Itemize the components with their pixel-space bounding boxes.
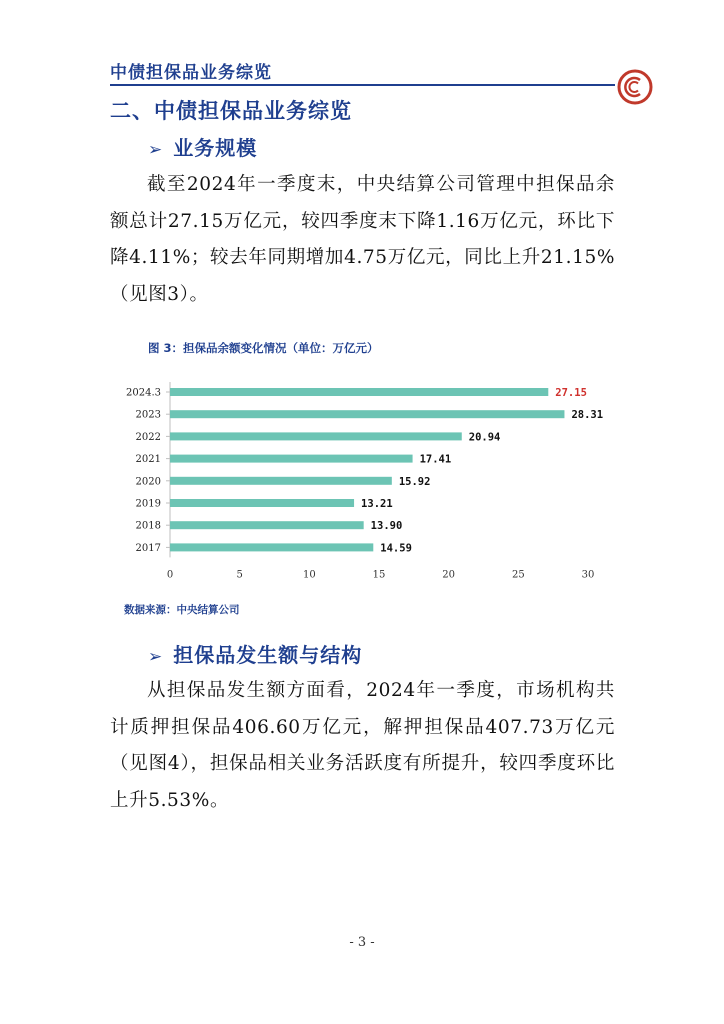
paragraph-business-scale: 截至2024年一季度末，中央结算公司管理中担保品余额总计27.15万亿元，较四季度末下降1.16万亿元，环比下降4.11%；较去年同期增加4.75万亿元，同比上升21.15%（见图3）。 <box>110 174 615 305</box>
data-label: 20.94 <box>468 431 501 444</box>
bar-2021 <box>170 455 413 463</box>
data-label: 14.59 <box>380 542 412 555</box>
y-tick-label: 2020 <box>135 476 161 488</box>
data-label: 13.90 <box>370 520 403 533</box>
bar-2018 <box>170 521 364 529</box>
header-rule <box>110 84 615 86</box>
x-tick-label: 20 <box>442 569 456 581</box>
y-tick-label: 2022 <box>135 431 161 443</box>
bar-2022 <box>170 432 462 440</box>
figure-caption: 图 3：担保品余额变化情况（单位：万亿元） <box>148 341 379 355</box>
bar-2023 <box>170 410 564 418</box>
section-title: 二、中债担保品业务综览 <box>110 99 352 123</box>
arrow-bullet-icon: ➢ <box>148 140 164 160</box>
data-label: 17.41 <box>419 453 452 466</box>
x-tick-label: 10 <box>302 569 316 581</box>
y-tick-label: 2024.3 <box>126 387 161 399</box>
bar-2020 <box>170 477 392 485</box>
subheading-volume-structure <box>148 639 362 668</box>
ccdc-logo-icon <box>616 68 654 106</box>
data-label: 27.15 <box>555 387 587 399</box>
bar-2017 <box>170 543 373 551</box>
y-tick-label: 2018 <box>135 520 161 532</box>
figure-source-note: 数据来源：中央结算公司 <box>124 604 240 616</box>
x-tick-label: 25 <box>511 569 525 581</box>
y-tick-label: 2023 <box>135 409 161 421</box>
running-header-title: 中债担保品业务综览 <box>110 63 272 83</box>
bar-2024.3 <box>170 388 548 396</box>
x-tick-label: 5 <box>236 569 243 581</box>
subheading-business-scale <box>148 132 257 161</box>
paragraph-volume-structure: 从担保品发生额方面看，2024年一季度，市场机构共计质押担保品406.60万亿元，解押担保品407.73万亿元（见图4），担保品相关业务活跃度有所提升，较四季度环比上升5.53%。 <box>110 680 615 811</box>
arrow-bullet-icon: ➢ <box>148 647 164 667</box>
y-tick-label: 2021 <box>135 454 161 466</box>
y-tick-label: 2017 <box>135 542 161 554</box>
page-number: - 3 - <box>349 935 375 950</box>
x-tick-label: 30 <box>581 569 595 581</box>
data-label: 13.21 <box>361 498 393 510</box>
subheading-text: 担保品发生额与结构 <box>173 643 363 667</box>
data-label: 28.31 <box>571 409 604 422</box>
bar-2019 <box>170 499 354 507</box>
x-tick-label: 15 <box>372 569 386 581</box>
subheading-text: 业务规模 <box>173 136 258 160</box>
y-tick-label: 2019 <box>135 498 161 510</box>
x-tick-label: 0 <box>166 569 174 581</box>
data-label: 15.92 <box>398 475 431 488</box>
